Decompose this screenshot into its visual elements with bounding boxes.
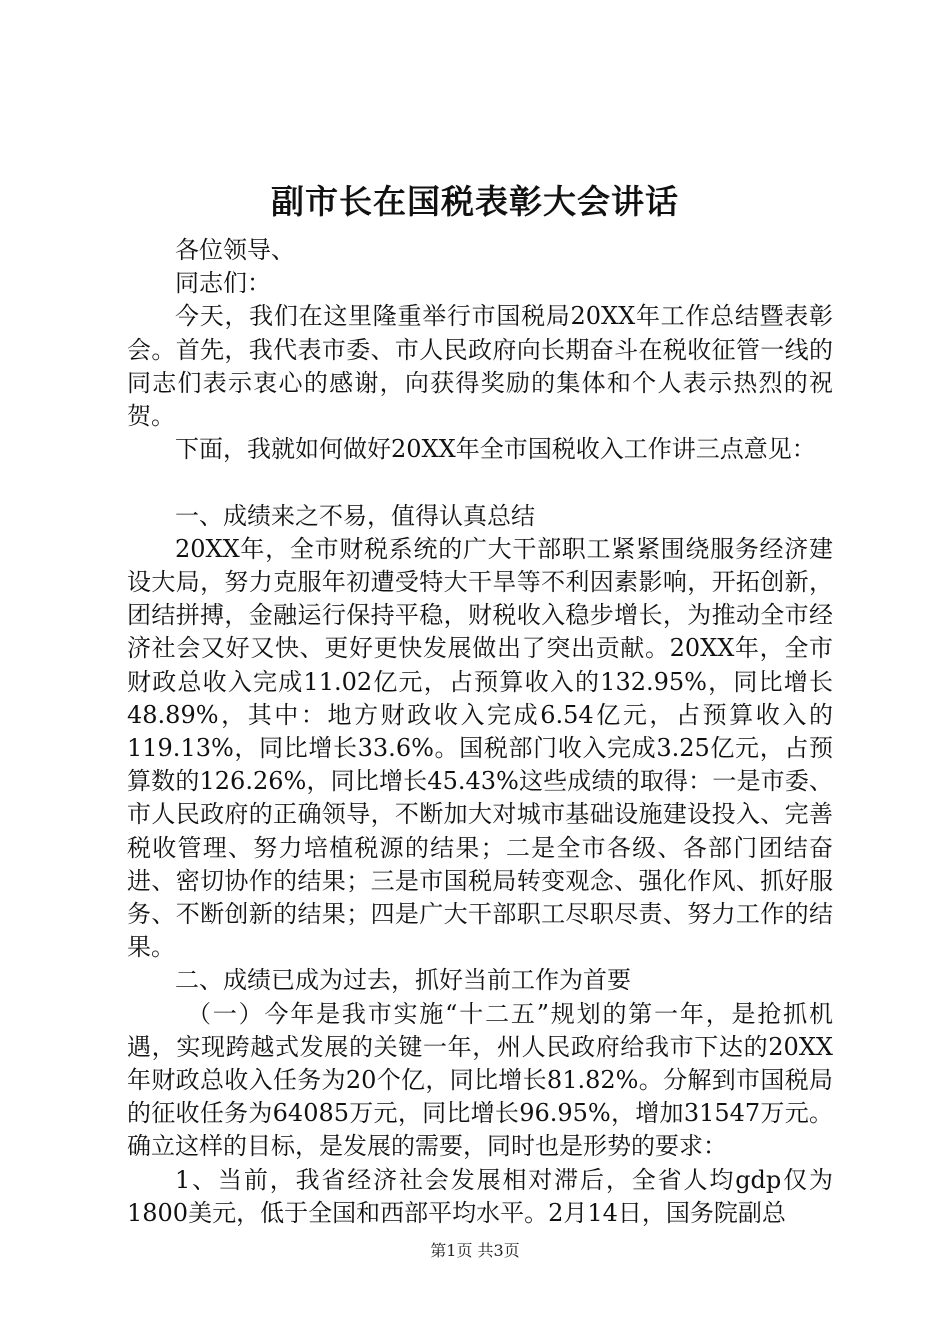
page-footer: 第1页 共3页 — [430, 1241, 520, 1260]
outline-intro-paragraph: 下面，我就如何做好20XX年全市国税收入工作讲三点意见： — [175, 435, 816, 464]
document-title: 副市长在国税表彰大会讲话 — [271, 182, 679, 221]
achievements-paragraph: 20XX年，全市财税系统的广大干部职工紧紧围绕服务经济建设大局，努力克服年初遭受特大干旱等不利因素影响，开拓创新，团结拼搏，金融运行保持平稳，财税收入稳步增长，为推动全市经济社会又好又快、更好更快发展做出了突出贡献。20XX年，全市财政总收入完成11.02亿元，占预算收入的132.95%，同比增长48.89%，其中：地方财政收入完成6.54亿元，占预算收入的119.13%，同比增长33.6%。国税部门收入完成3.25亿元，占预算数的126.26%，同比增长45.43%这些成绩的取得：一是市委、市人民政府的正确领导，不断加大对城市基础设施建设投入、完善税收管理、努力培植税源的结果；二是全市各级、各部门团结奋进、密切协作的结果；三是市国税局转变观念、强化作风、抓好服务、不断创新的结果；四是广大干部职工尽职尽责、努力工作的结果。 — [127, 534, 833, 962]
section-heading-current-work: 二、成绩已成为过去，抓好当前工作为首要 — [175, 966, 631, 995]
salutation-leaders: 各位领导、 — [175, 236, 295, 264]
section-heading-achievements: 一、成绩来之不易，值得认真总结 — [175, 501, 535, 530]
paragraph-spacing — [127, 466, 833, 499]
document-body — [127, 234, 833, 1230]
economic-context-paragraph: 1、当前，我省经济社会发展相对滞后，全省人均gdp仅为1800美元，低于全国和西部平均水平。2月14日，国务院副总 — [127, 1165, 833, 1227]
opening-paragraph: 今天，我们在这里隆重举行市国税局20XX年工作总结暨表彰会。首先，我代表市委、市人民政府向长期奋斗在税收征管一线的同志们表示衷心的感谢，向获得奖励的集体和个人表示热烈的祝贺。 — [127, 302, 833, 431]
current-work-paragraph: （一）今年是我市实施“十二五”规划的第一年，是抢抓机遇，实现跨越式发展的关键一年，州人民政府给我市下达的20XX年财政总收入任务为20个亿，同比增长81.82%。分解到市国税局的征收任务为64085万元，同比增长96.95%，增加31547万元。确立这样的目标，是发展的需要，同时也是形势的要求： — [127, 999, 833, 1161]
salutation-comrades: 同志们： — [175, 269, 271, 298]
